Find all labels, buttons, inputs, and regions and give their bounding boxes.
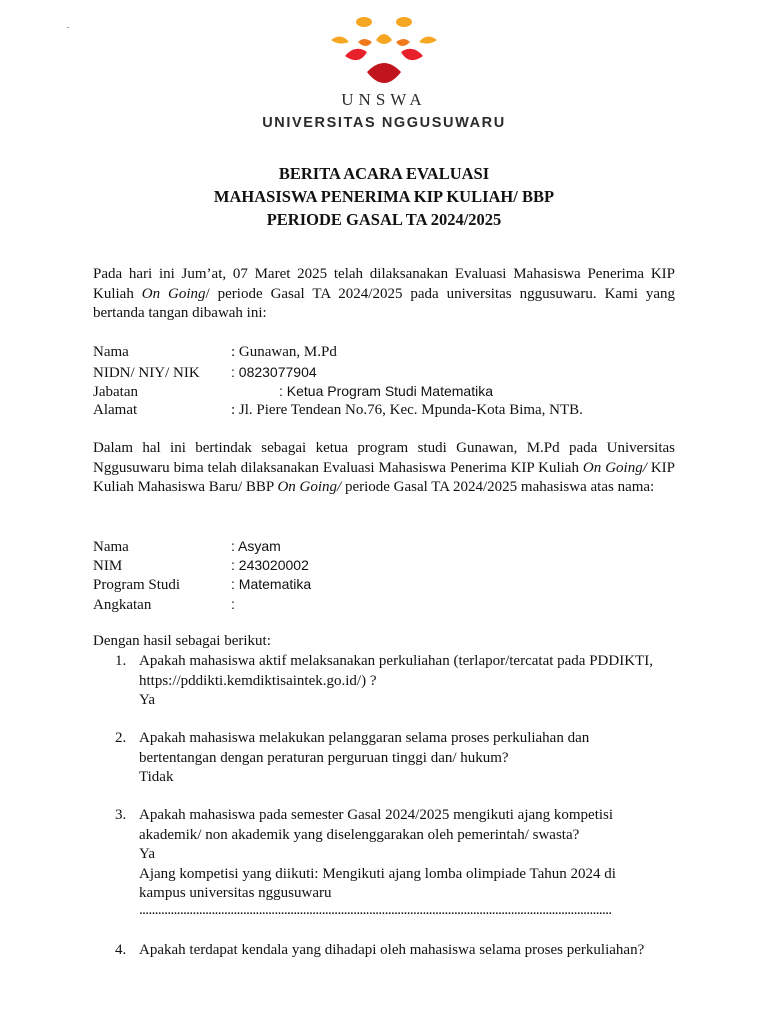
officer-jabatan-label: Jabatan: [93, 384, 138, 400]
student-angkatan-value: :: [231, 596, 235, 612]
officer-alamat-value: : Jl. Piere Tendean No.76, Kec. Mpunda-Kota Bima, NTB.: [231, 402, 583, 418]
question-2: [139, 729, 679, 788]
results-intro: Dengan hasil sebagai berikut:: [93, 633, 271, 649]
officer-nidn-value: : 0823077904: [231, 364, 317, 380]
statement-italic-1: On Going/: [582, 459, 647, 476]
statement-italic-2: On Going/: [277, 479, 342, 495]
officer-name-row: [93, 343, 337, 362]
student-nim-label: NIM: [93, 558, 123, 574]
document-title-line-3: PERIODE GASAL TA 2024/2025: [266, 210, 502, 229]
intro-text-2: / periode Gasal TA 2024/2025 pada universitas nggusuwaru. Kami yang bertanda tangan dibawah ini:: [93, 285, 675, 321]
statement-paragraph: [93, 439, 675, 498]
question-1-line-2: https://pddikti.kemdiktisaintek.go.id/) ?: [139, 672, 377, 689]
logo-emblem-icon: [329, 14, 439, 90]
student-name-row: [93, 537, 281, 557]
question-3-fill-line: ......................................................................................................................................................: [139, 902, 612, 918]
question-3-line-2: akademik/ non akademik yang diselenggarakan oleh pemerintah/ swasta?: [139, 826, 580, 843]
question-3-line-1: Apakah mahasiswa pada semester Gasal 2024/2025 mengikuti ajang kompetisi: [139, 807, 614, 823]
intro-paragraph: [93, 265, 675, 324]
document-title-line-1: BERITA ACARA EVALUASI: [278, 164, 490, 183]
brand-short-name: UNSWA: [341, 90, 427, 109]
question-1-number: 1.: [115, 653, 127, 669]
question-2-line-1: Apakah mahasiswa melakukan pelanggaran selama proses perkuliahan dan: [139, 730, 590, 746]
student-nim-row: [93, 556, 309, 576]
statement-text-2: KIP Kuliah Mahasiswa Baru/ BBP: [93, 459, 676, 495]
question-3-answer: Ya: [139, 846, 155, 862]
question-4-line-1: Apakah terdapat kendala yang dihadapi oleh mahasiswa selama proses perkuliahan?: [139, 942, 645, 958]
question-3-number: 3.: [115, 807, 127, 823]
question-1-line-1: Apakah mahasiswa aktif melaksanakan perkuliahan (terlapor/tercatat pada PDDIKTI,: [139, 653, 653, 669]
question-3: [139, 806, 679, 904]
question-4-number: 4.: [115, 942, 127, 958]
officer-name-label: Nama: [93, 344, 129, 360]
brand-full-name: UNIVERSITAS NGGUSUWARU: [262, 115, 506, 131]
student-name-value: : Asyam: [231, 538, 281, 554]
stray-mark: .: [67, 20, 70, 30]
student-angkatan-label: Angkatan: [93, 597, 152, 613]
statement-text-3: periode Gasal TA 2024/2025 mahasiswa atas nama:: [341, 479, 655, 495]
question-1-answer: Ya: [139, 692, 155, 708]
student-angkatan-row: [93, 595, 235, 615]
intro-italic: On Going: [141, 285, 206, 302]
question-1: [139, 652, 679, 711]
student-prodi-row: [93, 575, 311, 595]
officer-alamat-label: Alamat: [93, 402, 138, 418]
officer-jabatan-value: : Ketua Program Studi Matematika: [279, 383, 493, 399]
intro-text-1: Pada hari ini Jum’at, 07 Maret 2025 telah dilaksanakan Evaluasi Mahasiswa Penerima KIP Kuliah: [93, 266, 675, 302]
question-2-answer: Tidak: [139, 769, 174, 785]
student-prodi-label: Program Studi: [93, 577, 181, 593]
officer-nidn-label: NIDN/ NIY/ NIK: [93, 365, 200, 381]
question-3-extra-line-1: Ajang kompetisi yang diikuti: Mengikuti ajang lomba olimpiade Tahun 2024 di: [139, 865, 616, 882]
officer-nidn-row: [93, 363, 317, 383]
question-2-number: 2.: [115, 730, 127, 746]
officer-alamat-row: [93, 401, 583, 420]
student-nim-value: : 243020002: [231, 557, 309, 573]
officer-name-value: : Gunawan, M.Pd: [231, 344, 337, 360]
question-3-extra-line-2: kampus universitas nggusuwaru: [139, 885, 332, 901]
student-name-label: Nama: [93, 539, 129, 555]
officer-jabatan-row: [93, 382, 493, 402]
student-prodi-value: : Matematika: [231, 576, 312, 592]
university-logo: [0, 14, 768, 90]
question-4: [139, 941, 679, 961]
document-title-line-2: MAHASISWA PENERIMA KIP KULIAH/ BBP: [213, 187, 555, 206]
question-2-line-2: bertentangan dengan peraturan perguruan tinggi dan/ hukum?: [139, 749, 509, 766]
statement-text-1: Dalam hal ini bertindak sebagai ketua program studi Gunawan, M.Pd pada Universitas Nggusuwaru bima telah dilaksanakan Evaluasi Mahasiswa Penerima KIP Kuliah: [93, 440, 675, 476]
